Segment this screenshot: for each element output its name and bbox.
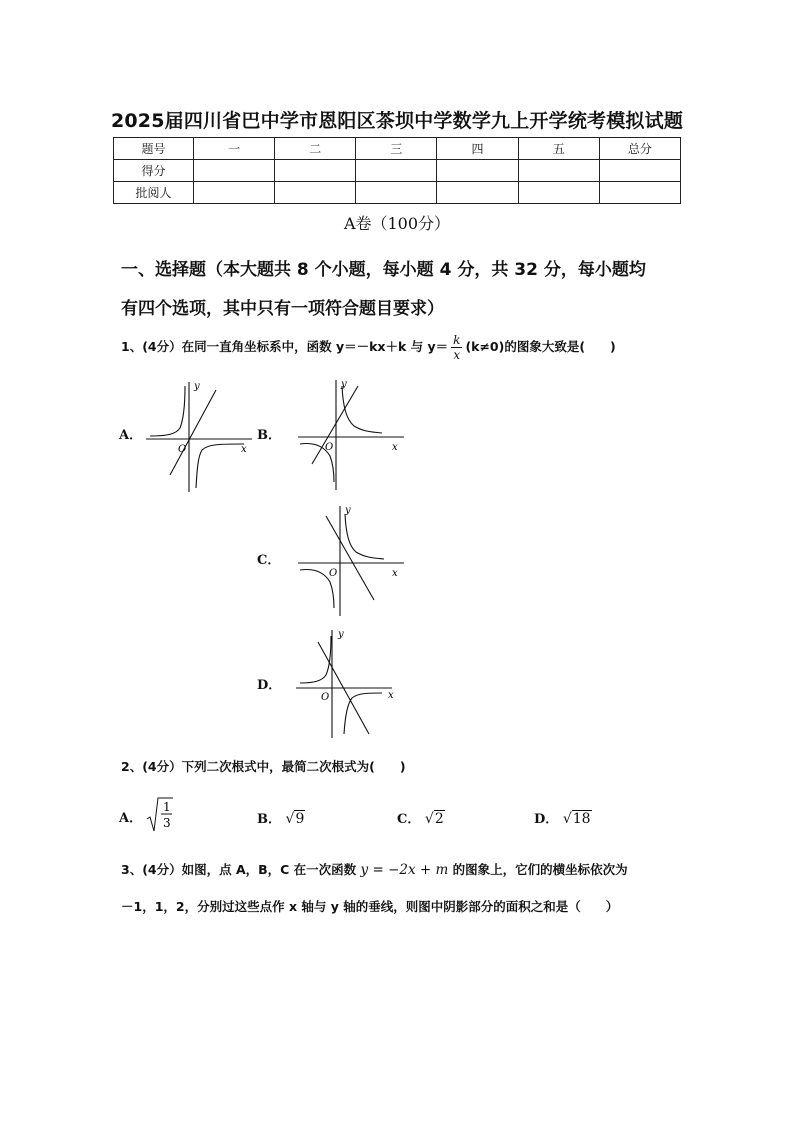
table-cell: 总分 [599,138,680,160]
table-cell[interactable] [194,160,275,182]
x-axis-label: x [392,442,398,453]
graph-b [292,376,407,494]
origin-label: O [325,442,334,453]
y-axis-label: y [345,505,351,516]
table-cell[interactable] [599,182,680,204]
table-cell[interactable] [194,182,275,204]
y-axis-label: y [194,381,200,392]
fraction-k-over-x [451,333,462,362]
table-cell: 二 [275,138,356,160]
table-cell[interactable] [518,160,599,182]
table-cell: 三 [356,138,437,160]
exam-title: 2025届四川省巴中学市恩阳区茶坝中学数学九上开学统考模拟试题 [110,110,684,132]
q2-option-a[interactable] [119,807,142,826]
table-row [114,138,681,160]
question-3-suffix: 的图象上，它们的横坐标依次为 [452,862,628,877]
option-d-label[interactable]: D． [257,678,282,693]
question-1 [121,333,616,362]
table-cell[interactable] [356,182,437,204]
question-1-prefix: 1、(4分）在同一直角坐标系中，函数 y＝－kx＋k 与 y＝ [121,339,449,354]
radicand-numerator: 1 [163,800,171,814]
sqrt-9: √9 [285,811,305,827]
y-axis-label: y [338,629,344,640]
q2-option-c[interactable] [397,808,445,827]
table-row [114,182,681,204]
x-axis-label: x [241,444,247,455]
y-axis-label: y [341,379,347,390]
sqrt-18: √18 [562,811,591,827]
score-table [113,137,681,204]
radicand: 2 [434,811,444,827]
q3-formula: y = −2x + m [360,862,449,878]
table-cell: 得分 [114,160,194,182]
origin-label: O [321,692,330,703]
table-cell[interactable] [599,160,680,182]
table-cell: 题号 [114,138,194,160]
question-1-suffix: (k≠0)的图象大致是( ) [465,339,616,354]
q2-option-c-label: C． [397,812,421,827]
radicand-denominator: 3 [163,816,171,830]
table-cell[interactable] [275,182,356,204]
sqrt-2: √2 [424,811,444,827]
table-cell: 批阅人 [114,182,194,204]
option-c-label[interactable]: C． [257,553,281,568]
graph-d [292,626,407,744]
x-axis-label: x [388,690,394,701]
part1-heading-line1: 一、选择题（本大题共 8 个小题，每小题 4 分，共 32 分，每小题均 [121,260,646,280]
q2-option-a-label: A． [119,811,143,826]
q2-option-b-label: B． [257,812,281,827]
q2-option-b[interactable] [257,808,305,827]
origin-label: O [329,568,338,579]
table-cell[interactable] [518,182,599,204]
fraction-denominator: x [453,348,461,362]
table-cell: 五 [518,138,599,160]
sqrt-one-third [146,795,174,835]
q2-option-d[interactable] [534,808,592,827]
section-a-heading: A卷（100分） [343,214,451,233]
table-cell: 一 [194,138,275,160]
part1-heading-line2: 有四个选项，其中只有一项符合题目要求） [121,299,444,319]
radicand: 18 [572,811,591,827]
table-cell[interactable] [437,182,518,204]
question-3-line2: －1，1，2，分别过这些点作 x 轴与 y 轴的垂线，则图中阴影部分的面积之和是（ ） [121,899,619,914]
graph-c [292,502,407,620]
table-cell[interactable] [437,160,518,182]
radicand: 9 [295,811,305,827]
table-cell[interactable] [356,160,437,182]
x-axis-label: x [392,568,398,579]
question-3-line1 [121,860,628,878]
table-cell[interactable] [275,160,356,182]
graph-a [140,378,255,496]
option-a-label[interactable]: A． [119,428,143,443]
origin-label: O [178,444,187,455]
table-row [114,160,681,182]
table-cell: 四 [437,138,518,160]
question-3-prefix: 3、(4分）如图，点 A，B，C 在一次函数 [121,862,357,877]
question-2: 2、(4分）下列二次根式中，最简二次根式为( ) [121,759,406,774]
fraction-numerator: k [453,333,461,347]
q2-option-d-label: D． [534,812,559,827]
option-b-label[interactable]: B． [257,428,281,443]
